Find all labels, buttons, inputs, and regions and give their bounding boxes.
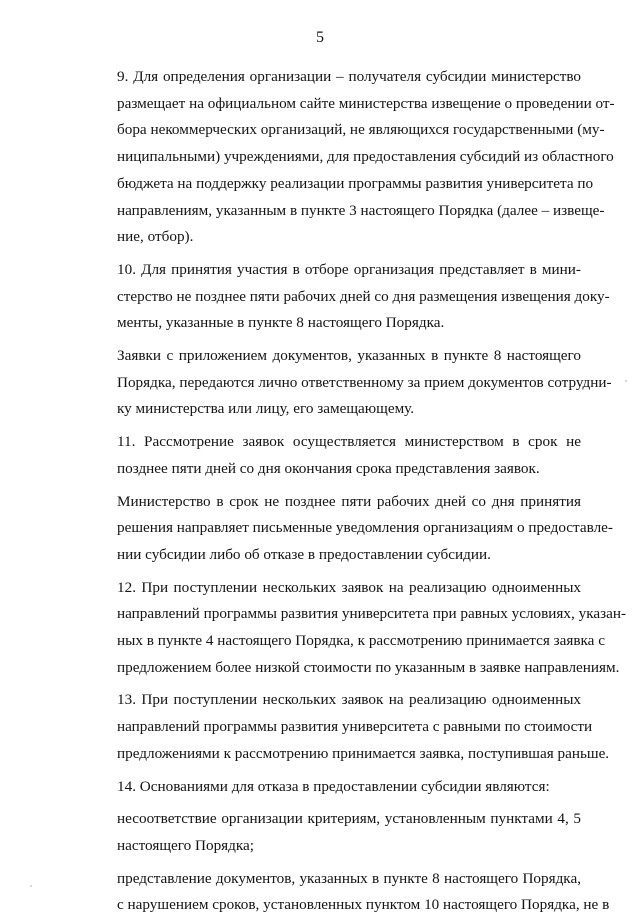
text-line: 9. Для определения организации – получателя субсидии министерство <box>117 68 581 85</box>
text-line: предложением более низкой стоимости по указанным в заявке направлениям. <box>117 658 620 676</box>
paragraph-13 <box>79 687 610 767</box>
paragraph-10 <box>79 257 610 337</box>
paragraph-ministry-notice <box>79 489 613 569</box>
text-line: менты, указанные в пункте 8 настоящего Порядка. <box>117 314 445 332</box>
scan-speck <box>30 885 32 887</box>
text-line: Порядка, передаются лично ответственному за прием документов сотрудни- <box>117 373 612 391</box>
document-body <box>79 64 627 919</box>
paragraph-criteria <box>79 806 581 859</box>
text-line: ниципальными) учреждениями, для предоставления субсидий из областного <box>117 148 614 166</box>
paragraph-14 <box>79 774 581 801</box>
text-line: 13. При поступлении нескольких заявок на реализацию одноименных <box>117 691 581 709</box>
text-line: направлениям, указанным в пункте 3 настоящего Порядка (далее – извеще- <box>117 201 605 219</box>
paragraph-documents <box>79 866 610 919</box>
text-line: несоответствие организации критериям, установленным пунктами 4, 5 <box>117 810 581 828</box>
text-line: решения направляет письменные уведомления организациям о предоставле- <box>117 519 613 537</box>
text-line: Заявки с приложением документов, указанных в пункте 8 настоящего <box>117 347 581 365</box>
text-line: бора некоммерческих организаций, не являющихся государственными (му- <box>117 121 605 139</box>
scan-speck <box>625 380 627 382</box>
paragraph-12 <box>79 575 627 682</box>
text-line: 12. При поступлении нескольких заявок на реализацию одноименных <box>117 578 581 596</box>
text-line: размещает на официальном сайте министерства извещение о проведении от- <box>117 94 615 112</box>
text-line: направлений программы развития университета при равных условиях, указан- <box>117 605 627 623</box>
paragraph-11 <box>79 429 581 482</box>
text-line: представление документов, указанных в пункте 8 настоящего Порядка, <box>117 869 581 887</box>
text-line: Министерство в срок не позднее пяти рабочих дней со дня принятия <box>117 492 581 510</box>
text-line: ку министерства или лицу, его замещающему. <box>117 400 415 418</box>
text-line: предложениями к рассмотрению принимается заявка, поступившая раньше. <box>117 744 610 762</box>
text-line: настоящего Порядка; <box>117 836 254 854</box>
text-line: 10. Для принятия участия в отборе организация представляет в мини- <box>117 260 581 278</box>
text-line: ние, отбор). <box>117 228 194 246</box>
text-line: направлений программы развития университета с равными по стоимости <box>117 718 593 736</box>
paragraph-9 <box>79 64 615 251</box>
text-line: нии субсидии либо об отказе в предоставлении субсидии. <box>117 545 491 563</box>
text-line: бюджета на поддержку реализации программы развития университета по <box>117 174 594 192</box>
paragraph-applications <box>79 343 612 423</box>
text-line: позднее пяти дней со дня окончания срока представления заявок. <box>117 459 540 477</box>
text-line: 14. Основаниями для отказа в предоставлении субсидии являются: <box>117 777 550 795</box>
page-number: 5 <box>316 29 324 46</box>
text-line: стерство не позднее пяти рабочих дней со дня размещения извещения доку- <box>117 287 610 305</box>
text-line: с нарушением сроков, установленных пунктом 10 настоящего Порядка, не в <box>117 896 610 914</box>
text-line: ных в пункте 4 настоящего Порядка, к рассмотрению принимается заявка с <box>117 632 605 650</box>
text-line: 11. Рассмотрение заявок осуществляется министерством в срок не <box>117 433 581 451</box>
